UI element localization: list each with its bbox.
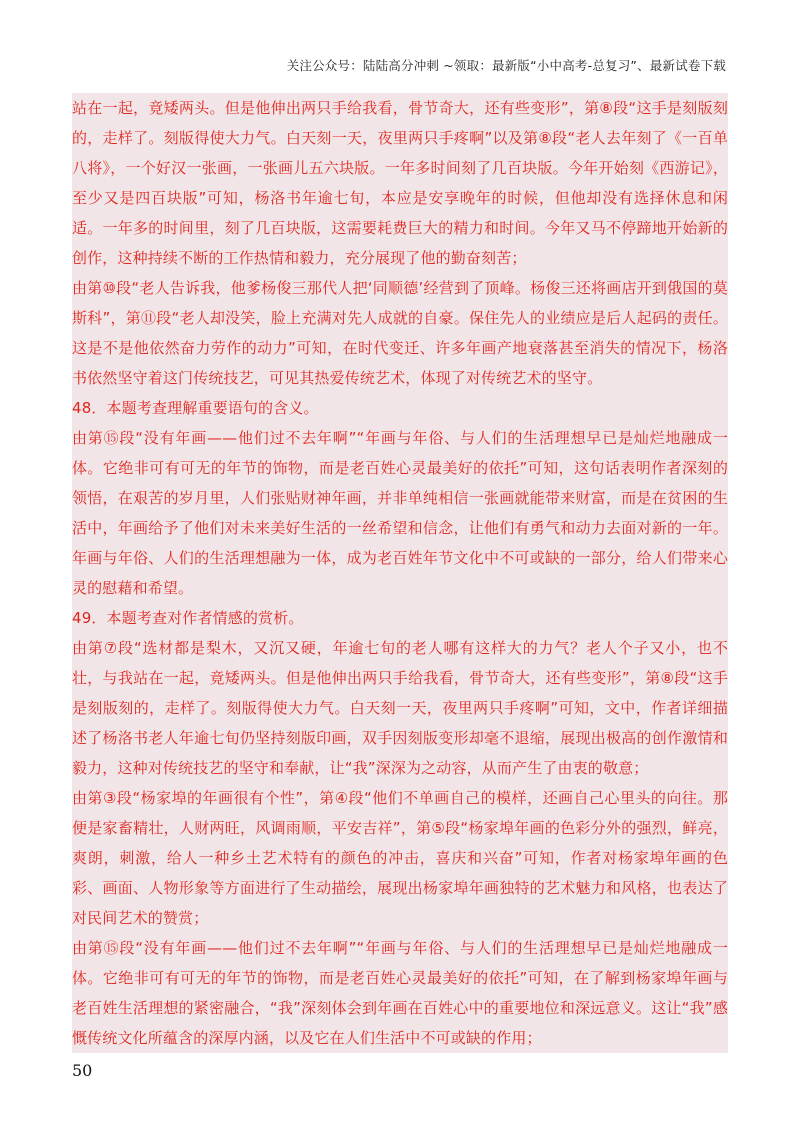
answer-content [72, 93, 728, 1053]
paragraph-3: 由第⑮段“没有年画——他们过不去年啊”“年画与年俗、与人们的生活理想早已是灿烂地融成一体。它绝非可有可无的年节的饰物，而是老百姓心灵最美好的依托”可知，这句话表明作者深刻的领悟，在艰苦的岁月里，人们张贴财神年画，并非单纯相信一张画就能带来财富，而是在贫困的生活中，年画给予了他们对未来美好生活的一丝希望和信念，让他们有勇气和动力去面对新的一年。年画与年俗、人们的生活理想融为一体，成为老百姓年节文化中不可或缺的一部分，给人们带来心灵的慰藉和希望。 [72, 429, 728, 597]
question-48-heading: 48．本题考查理解重要语句的含义。 [72, 399, 319, 417]
paragraph-5: 由第③段“杨家埠的年画很有个性”，第④段“他们不单画自己的模样，还画自己心里头的向往。那便是家畜精壮，人财两旺，风调雨顺，平安吉祥”，第⑤段“杨家埠年画的色彩分外的强烈，鲜亮，爽朗，刺激，给人一种乡土艺术特有的颜色的冲击，喜庆和兴奋”可知，作者对杨家埠年画的色彩、画面、人物形象等方面进行了生动描绘，展现出杨家埠年画独特的艺术魅力和风格，也表达了对民间艺术的赞赏； [72, 789, 728, 927]
paragraph-2: 由第⑩段“老人告诉我，他爹杨俊三那代人把‘同顺德’经营到了顶峰。杨俊三还将画店开到俄国的莫斯科”，第⑪段“老人却没笑，脸上充满对先人成就的自豪。保住先人的业绩应是后人起码的责任。这是不是他依然奋力劳作的动力”可知，在时代变迁、许多年画产地衰落甚至消失的情况下，杨洛书依然坚守着这门传统技艺，可见其热爱传统艺术，体现了对传统艺术的坚守。 [72, 279, 728, 387]
paragraph-1: 站在一起，竟矮两头。但是他伸出两只手给我看，骨节奇大，还有些变形”，第⑧段“这手是刻版刻的，走样了。刻版得使大力气。白天刻一天，夜里两只手疼啊”以及第⑧段“老人去年刻了《一百单八将》，一个好汉一张画，一张画儿五六块版。一年多时间刻了几百块版。今年开始刻《西游记》，至少又是四百块版”可知，杨洛书年逾七旬，本应是安享晚年的时候，但他却没有选择休息和闲适。一年多的时间里，刻了几百块版，这需要耗费巨大的精力和时间。今年又马不停蹄地开始新的创作，这种持续不断的工作热情和毅力，充分展现了他的勤奋刻苦； [72, 99, 728, 267]
page-header: 关注公众号：陆陆高分冲刺 ~领取：最新版“小中高考-总复习”、最新试卷下载 [286, 58, 726, 73]
paragraph-6: 由第⑮段“没有年画——他们过不去年啊”“年画与年俗、与人们的生活理想早已是灿烂地融成一体。它绝非可有可无的年节的饰物，而是老百姓心灵最美好的依托”可知，在了解到杨家埠年画与老百姓生活理想的紧密融合，“我”深刻体会到年画在百姓心中的重要地位和深远意义。这让“我”感慨传统文化所蕴含的深厚内涵，以及它在人们生活中不可或缺的作用； [72, 939, 728, 1047]
paragraph-4: 由第⑦段“选材都是梨木，又沉又硬，年逾七旬的老人哪有这样大的力气？老人个子又小，也不壮，与我站在一起，竟矮两头。但是他伸出两只手给我看，骨节奇大，还有些变形”，第⑧段“这手是刻版刻的，走样了。刻版得使大力气。白天刻一天，夜里两只手疼啊”可知，文中，作者详细描述了杨洛书老人年逾七旬仍坚持刻版印画，双手因刻版变形却毫不退缩，展现出极高的创作激情和毅力，这种对传统技艺的坚守和奉献，让“我”深深为之动容，从而产生了由衷的敬意； [72, 639, 728, 777]
question-49-heading: 49．本题考查对作者情感的赏析。 [72, 609, 304, 627]
page-number: 50 [72, 1061, 93, 1080]
